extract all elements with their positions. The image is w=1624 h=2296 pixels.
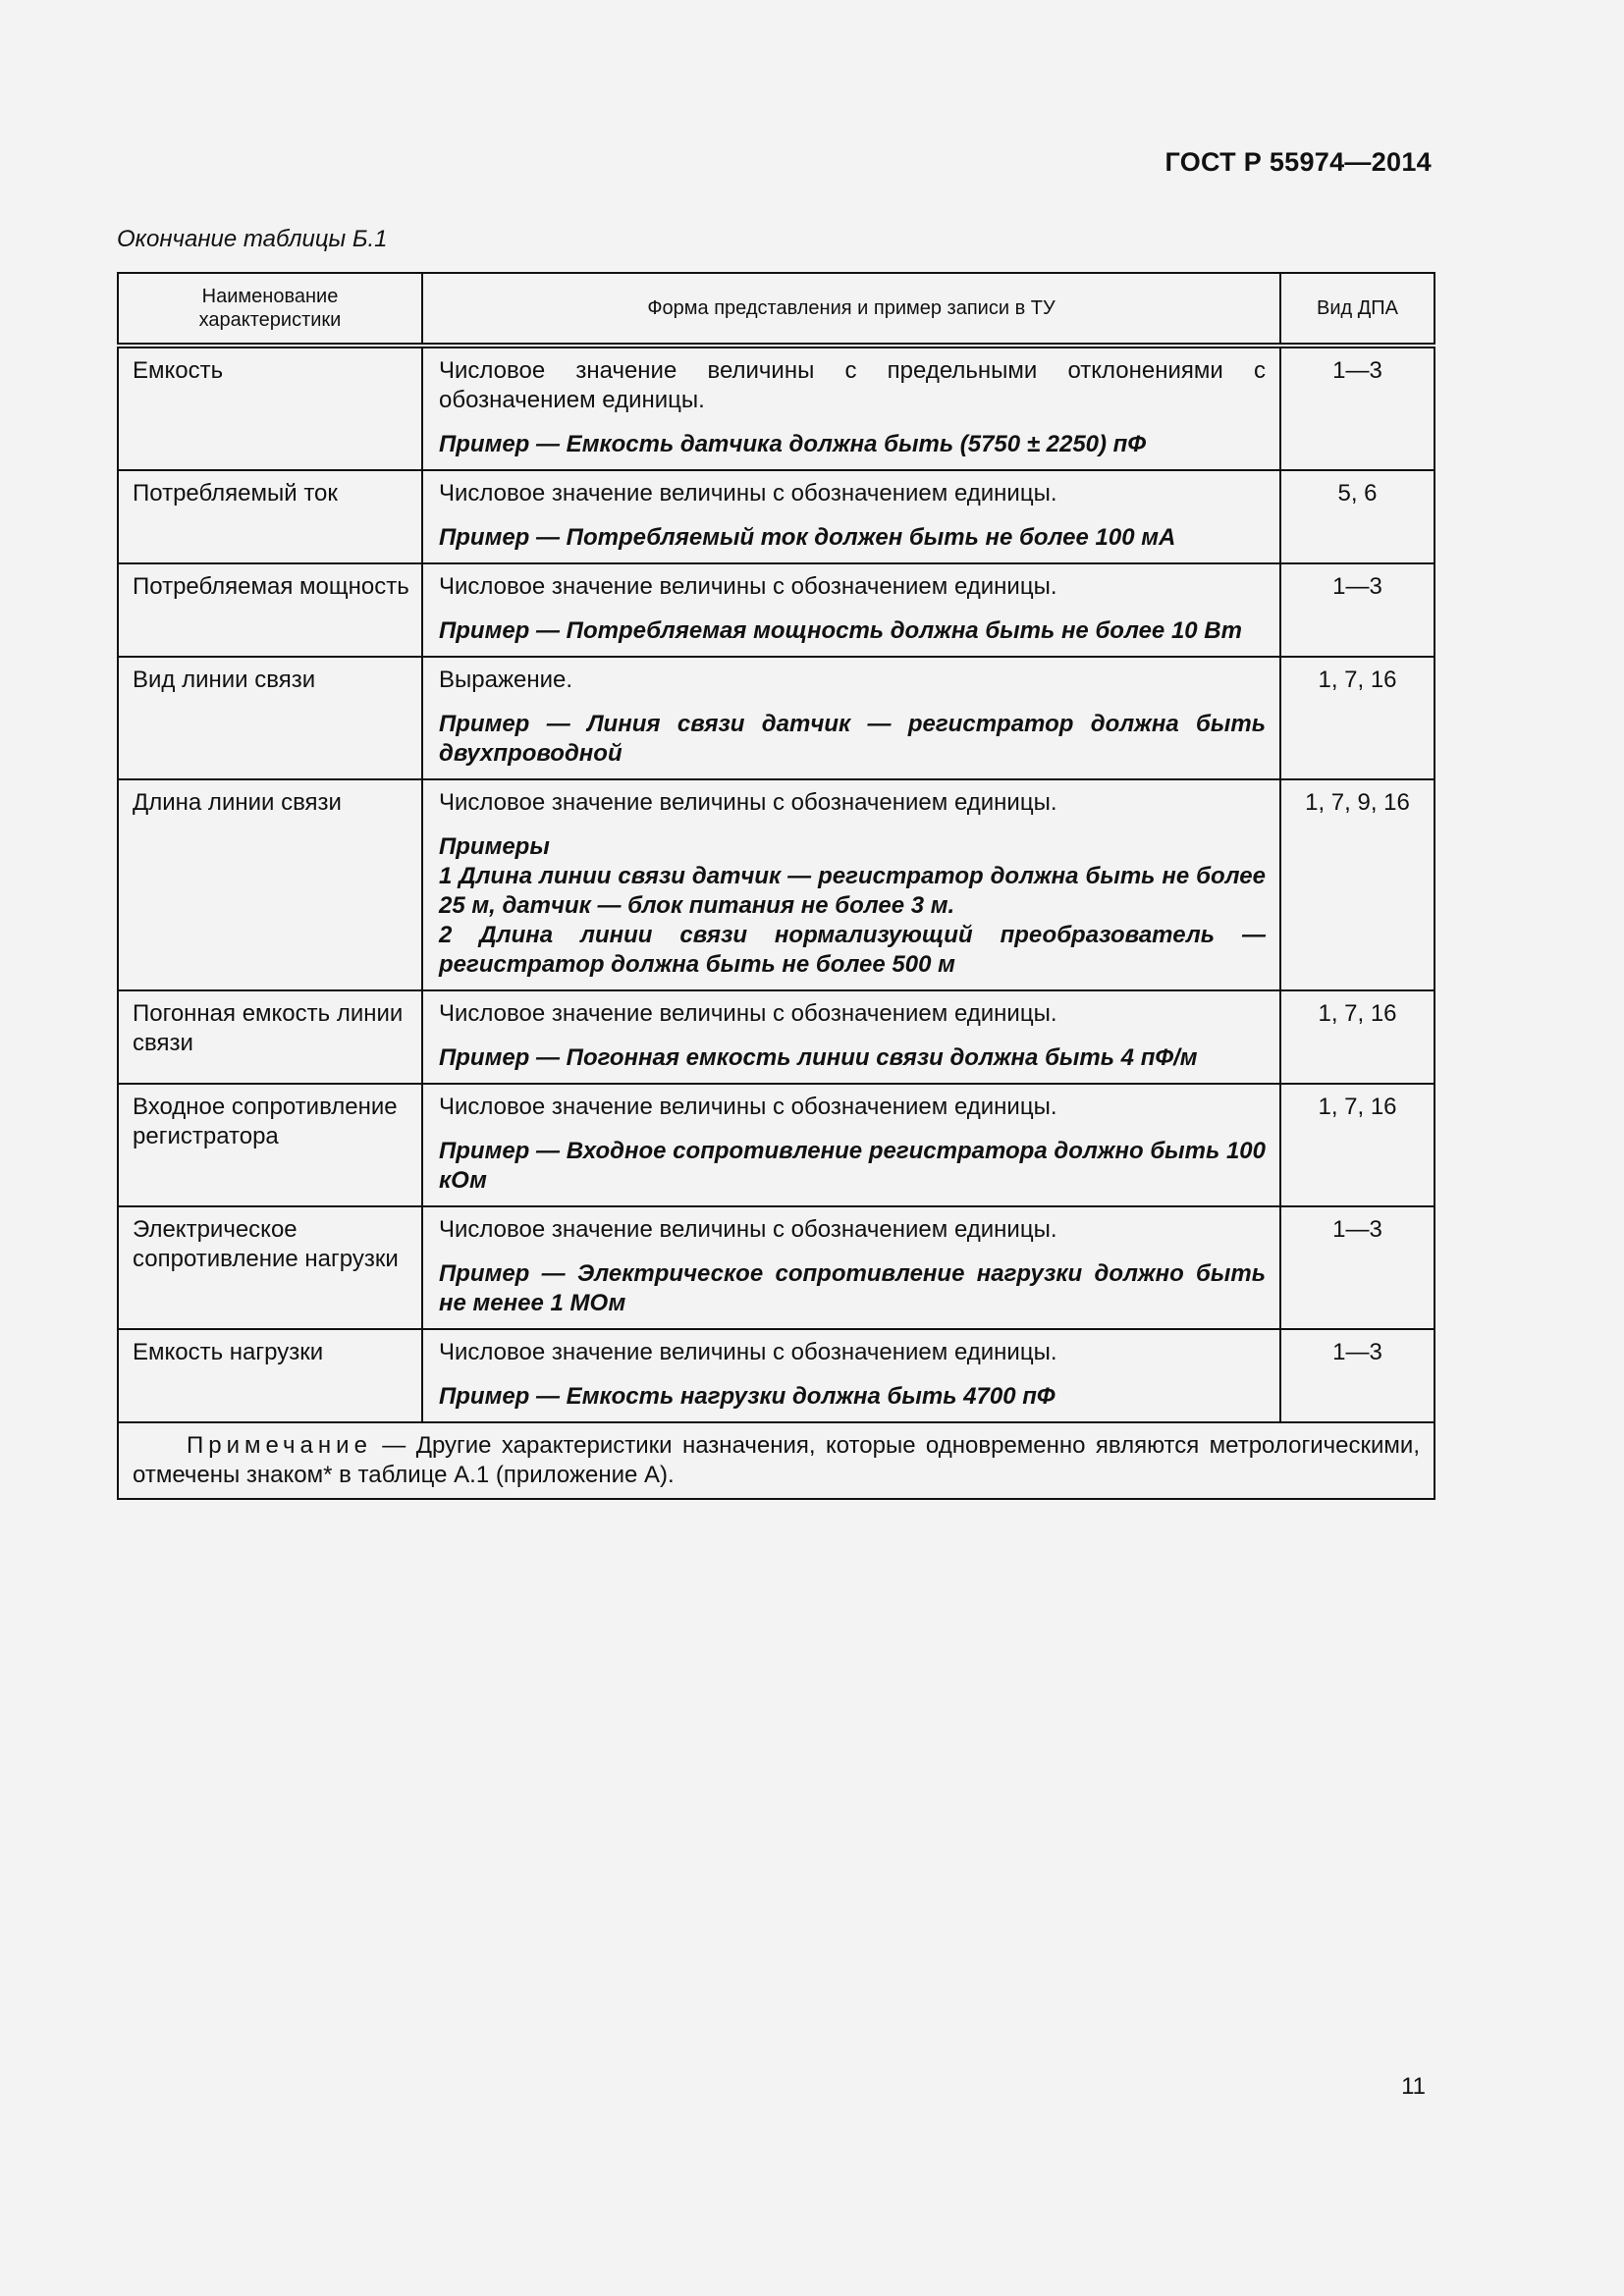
characteristics-table <box>117 272 1435 1500</box>
table-row <box>118 779 1435 990</box>
form-cell <box>422 990 1280 1084</box>
example-text: Пример — Потребляемый ток должен быть не более 100 мА <box>439 524 1176 551</box>
characteristic-name: Длина линии связи <box>118 779 422 990</box>
form-cell <box>422 657 1280 779</box>
dpa-type: 5, 6 <box>1280 470 1435 563</box>
form-description: Числовое значение величины с обозначением единицы. <box>439 1216 1057 1243</box>
example-text: Пример — Потребляемая мощность должна быть не более 10 Вт <box>439 617 1242 644</box>
document-code: ГОСТ Р 55974—2014 <box>1164 147 1432 177</box>
dpa-type: 1, 7, 16 <box>1280 990 1435 1084</box>
table-row <box>118 1206 1435 1329</box>
note-label: Примечание <box>187 1432 372 1459</box>
table-row <box>118 657 1435 779</box>
form-cell <box>422 346 1280 470</box>
form-description: Числовое значение величины с предельными отклонениями с обозначением единицы. <box>439 357 1266 413</box>
dpa-type: 1, 7, 16 <box>1280 657 1435 779</box>
column-header-name: Наименование характеристики <box>118 273 422 346</box>
table-row <box>118 563 1435 657</box>
characteristic-name: Входное сопротивление регистратора <box>118 1084 422 1206</box>
table-row <box>118 1084 1435 1206</box>
table-caption: Окончание таблицы Б.1 <box>117 226 388 252</box>
example-text: Пример — Емкость нагрузки должна быть 4700 пФ <box>439 1383 1056 1410</box>
page-number: 11 <box>1401 2073 1426 2100</box>
form-cell <box>422 779 1280 990</box>
column-header-form: Форма представления и пример записи в ТУ <box>422 273 1280 346</box>
example-text: Пример — Емкость датчика должна быть (5750 ± 2250) пФ <box>439 431 1147 457</box>
dpa-type: 1—3 <box>1280 1206 1435 1329</box>
characteristic-name: Электрическое сопротивление нагрузки <box>118 1206 422 1329</box>
form-cell <box>422 1206 1280 1329</box>
table-row <box>118 346 1435 470</box>
example-text: Пример — Погонная емкость линии связи должна быть 4 пФ/м <box>439 1044 1198 1071</box>
form-cell <box>422 563 1280 657</box>
example-text: Пример — Входное сопротивление регистратора должно быть 100 кОм <box>439 1138 1266 1194</box>
form-description: Числовое значение величины с обозначением единицы. <box>439 480 1057 507</box>
table-note-row <box>118 1422 1435 1499</box>
table-note <box>118 1422 1435 1499</box>
dpa-type: 1—3 <box>1280 346 1435 470</box>
characteristic-name: Емкость нагрузки <box>118 1329 422 1422</box>
dpa-type: 1, 7, 9, 16 <box>1280 779 1435 990</box>
example-text: Пример — Электрическое сопротивление нагрузки должно быть не менее 1 МОм <box>439 1260 1266 1316</box>
form-cell <box>422 470 1280 563</box>
form-cell <box>422 1084 1280 1206</box>
characteristic-name: Потребляемый ток <box>118 470 422 563</box>
table-row <box>118 990 1435 1084</box>
dpa-type: 1—3 <box>1280 563 1435 657</box>
dpa-type: 1, 7, 16 <box>1280 1084 1435 1206</box>
examples-title: Примеры <box>439 833 550 860</box>
characteristic-name: Вид линии связи <box>118 657 422 779</box>
form-description: Числовое значение величины с обозначением единицы. <box>439 1094 1057 1120</box>
characteristic-name: Емкость <box>118 346 422 470</box>
form-description: Числовое значение величины с обозначением единицы. <box>439 573 1057 600</box>
characteristic-name: Потребляемая мощность <box>118 563 422 657</box>
example-item: 2 Длина линии связи нормализующий преобразователь — регистратор должна быть не более 500 м <box>439 922 1266 978</box>
form-description: Числовое значение величины с обозначением единицы. <box>439 789 1057 816</box>
examples-block <box>439 832 1266 980</box>
table-row <box>118 1329 1435 1422</box>
characteristic-name: Погонная емкость линии связи <box>118 990 422 1084</box>
form-cell <box>422 1329 1280 1422</box>
example-text: Пример — Линия связи датчик — регистратор должна быть двухпроводной <box>439 711 1266 767</box>
form-description: Числовое значение величины с обозначением единицы. <box>439 1000 1057 1027</box>
form-description: Числовое значение величины с обозначением единицы. <box>439 1339 1057 1365</box>
table-row <box>118 470 1435 563</box>
column-header-dpa: Вид ДПА <box>1280 273 1435 346</box>
note-text: — Другие характеристики назначения, которые одновременно являются метрологическими, отмечены знаком* в таблице А.1 (приложение А). <box>133 1432 1420 1488</box>
example-item: 1 Длина линии связи датчик — регистратор должна быть не более 25 м, датчик — блок питания не более 3 м. <box>439 863 1266 919</box>
form-description: Выражение. <box>439 667 573 693</box>
table-header-row <box>118 273 1435 346</box>
dpa-type: 1—3 <box>1280 1329 1435 1422</box>
